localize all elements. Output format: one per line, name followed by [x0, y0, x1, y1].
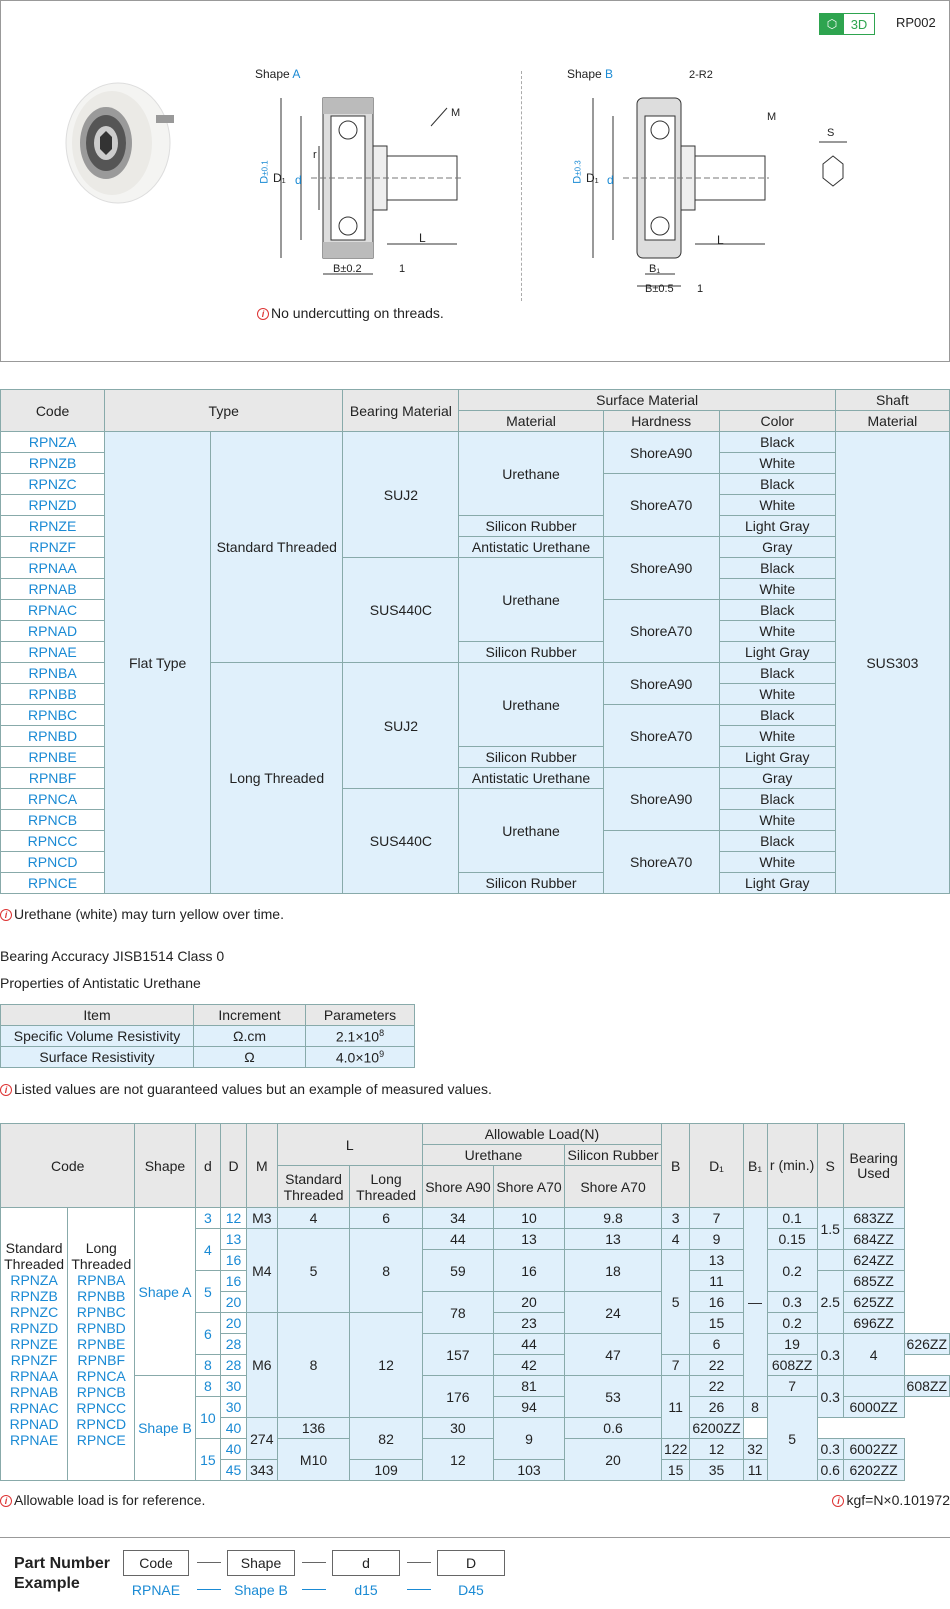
pn-box-d: d [332, 1550, 400, 1576]
product-photo [56, 71, 186, 211]
code-link[interactable]: RPNBC [76, 1304, 126, 1320]
code-link[interactable]: RPNZF [10, 1352, 58, 1368]
listed-note: i Listed values are not guaranteed values but an example of measured values. [0, 1081, 492, 1097]
shape-a-label: Shape A [255, 67, 301, 81]
antistatic-table: Item Increment Parameters Specific Volume Resistivity Ω.cm $2.1\times 10^8$ Surface Resistivity Ω $4.0\times 10^9$ [0, 1004, 415, 1068]
pn-box-code: Code [123, 1550, 189, 1576]
code-cell[interactable]: RPNBB [1, 684, 105, 705]
code-link[interactable]: RPNAE [9, 1432, 59, 1448]
pn-box-D: D [437, 1550, 505, 1576]
code-cell[interactable]: RPNZB [1, 453, 105, 474]
code-cell[interactable]: RPNZF [1, 537, 105, 558]
code-link[interactable]: RPNAD [9, 1416, 59, 1432]
code-link[interactable]: RPNBF [77, 1352, 125, 1368]
code-cell[interactable]: RPNAE [1, 642, 105, 663]
info-icon: i [832, 1495, 844, 1507]
code-cell[interactable]: RPNCA [1, 789, 105, 810]
code-cell[interactable]: RPNZA [1, 432, 105, 453]
kgf-note: i kgf=N×0.101972 [832, 1492, 950, 1508]
drawing-panel: ⬡ 3D RP002 Shape A Shape B D±0.1 D₁ d r B±0.2 1 L M 2-R2 D±0.3 D₁ d B₁ B±0.5 1 L M S i No undercutting on threads. [0, 0, 950, 362]
code-cell[interactable]: RPNAC [1, 600, 105, 621]
yellow-note: i Urethane (white) may turn yellow over time. [0, 906, 284, 922]
shape-b-drawing [563, 86, 793, 296]
code-link[interactable]: RPNBD [76, 1320, 126, 1336]
code-cell[interactable]: RPNCB [1, 810, 105, 831]
code-link[interactable]: RPNZA [10, 1272, 58, 1288]
code-link[interactable]: RPNZB [10, 1288, 58, 1304]
part-number-example [0, 1537, 950, 1609]
hex-drawing [813, 136, 853, 196]
code-link[interactable]: RPNAB [9, 1384, 59, 1400]
pn-value-code: RPNAE [131, 1582, 181, 1598]
code-cell[interactable]: RPNAB [1, 579, 105, 600]
code-link[interactable]: RPNCD [76, 1416, 127, 1432]
pn-title: Part Number Example [14, 1555, 111, 1592]
code-link[interactable]: RPNZD [9, 1320, 59, 1336]
pn-value-D: D45 [458, 1582, 484, 1598]
code-link[interactable]: RPNAC [9, 1400, 59, 1416]
part-number: RP002 [896, 15, 936, 30]
3d-badge[interactable]: ⬡ 3D [819, 13, 875, 35]
code-link[interactable]: RPNBB [77, 1288, 126, 1304]
thread-note: i No undercutting on threads. [257, 305, 444, 321]
code-cell[interactable]: RPNBE [1, 747, 105, 768]
code-cell[interactable]: RPNBD [1, 726, 105, 747]
code-link[interactable]: RPNBE [77, 1336, 126, 1352]
code-link[interactable]: RPNAA [9, 1368, 59, 1384]
pn-value-d: d15 [354, 1582, 378, 1598]
code-group-label: Long Threaded [71, 1240, 132, 1272]
info-icon: i [0, 909, 12, 921]
code-cell[interactable]: RPNCD [1, 852, 105, 873]
code-link[interactable]: RPNZE [10, 1336, 58, 1352]
props-title: Properties of Antistatic Urethane [0, 975, 201, 991]
code-cell[interactable]: RPNAA [1, 558, 105, 579]
long-code-list [68, 1208, 135, 1481]
info-icon: i [0, 1084, 12, 1096]
code-cell[interactable]: RPNBC [1, 705, 105, 726]
load-note: i Allowable load is for reference. [0, 1492, 205, 1508]
code-cell[interactable]: RPNZC [1, 474, 105, 495]
material-table: Code Type Bearing Material Surface Material Shaft Material Hardness Color Material RPNZA Flat Type Standard Threaded SUJ2 Urethane ShoreA90 Black SUS303 RPNZB White RPNZC ShoreA70 Black RPNZD White RPNZE Silicon Rubber Light Gray RPNZF Antistatic Urethane ShoreA90 Gray RPNAA SUS440C Urethane Black RPNAB White RPNAC ShoreA70 Black RPNAD White RPNAE Silicon Rubber Light Gray RPNBA Long Threaded SUJ2 Urethane ShoreA90 Black RPNBB White RPNBC ShoreA70 Black RPNBD White RPNBE Silicon Rubber Light Gray RPNBF Antistatic Urethane ShoreA90 Gray RPNCA SUS440C Urethane Black RPNCB White RPNCC ShoreA70 Black RPNCD White RPNCE Silicon Rubber Light Gray [0, 389, 950, 894]
pn-value-shape: Shape B [234, 1582, 288, 1598]
code-cell[interactable]: RPNZE [1, 516, 105, 537]
accuracy-text: Bearing Accuracy JISB1514 Class 0 [0, 948, 225, 964]
code-cell[interactable]: RPNBF [1, 768, 105, 789]
code-cell[interactable]: RPNZD [1, 495, 105, 516]
cube-icon: ⬡ [820, 14, 844, 34]
pn-box-shape: Shape [227, 1550, 295, 1576]
code-link[interactable]: RPNCB [76, 1384, 126, 1400]
code-link[interactable]: RPNCE [76, 1432, 126, 1448]
dimension-table: Code Shape d D M L Allowable Load(N) B D₁ B₁ r (min.) S Bearing Used Urethane Silicon Rubber Standard Threaded Long Threaded Shore A90 Shore A70 Shore A70 Standard Threaded RPNZA RPNZB RPNZC RPNZD RPNZE RPNZF RPNAA RPNAB RPNAC RPNAD RPNAE Long Threaded RPNBA RPNBB RPNBC RPNBD RPNBE RPNBF RPNCA RPNCB RPNCC RPNCD RPNCE Shape A 3 12 M3 4 6 34 10 9.8 3 7 — 0.1 1.5 683ZZ 4 13 M4 5 8 44 13 13 4 9 0.15 684ZZ 16 59 16 18 5 13 0.2 624ZZ 5 16 11 2.5 685ZZ 20 78 20 24 16 0.3 625ZZ 6 20 M6 8 12 23 15 0.2 696ZZ 28 157 44 47 6 19 0.3 4 626ZZ 8 28 42 7 22 608ZZ Shape B 8 30 176 81 53 11 22 7 0.3 608ZZ 10 30 94 26 8 5 6000ZZ 40 274 136 82 30 9 0.6 6200ZZ 15 40 M10 12 20 122 12 32 0.3 6002ZZ 45 343 109 103 15 35 11 0.6 6202ZZ [0, 1123, 950, 1481]
shape-a-drawing [251, 86, 481, 286]
code-link[interactable]: RPNBA [77, 1272, 126, 1288]
code-link[interactable]: RPNCC [76, 1400, 127, 1416]
std-code-list [1, 1208, 68, 1481]
info-icon: i [0, 1495, 12, 1507]
code-cell[interactable]: RPNAD [1, 621, 105, 642]
shape-b-label: Shape B [567, 67, 614, 81]
code-link[interactable]: RPNCA [76, 1368, 126, 1384]
code-cell[interactable]: RPNBA [1, 663, 105, 684]
code-group-label: Standard Threaded [4, 1240, 65, 1272]
code-cell[interactable]: RPNCE [1, 873, 105, 894]
code-cell[interactable]: RPNCC [1, 831, 105, 852]
code-link[interactable]: RPNZC [9, 1304, 59, 1320]
info-icon: i [257, 308, 269, 320]
